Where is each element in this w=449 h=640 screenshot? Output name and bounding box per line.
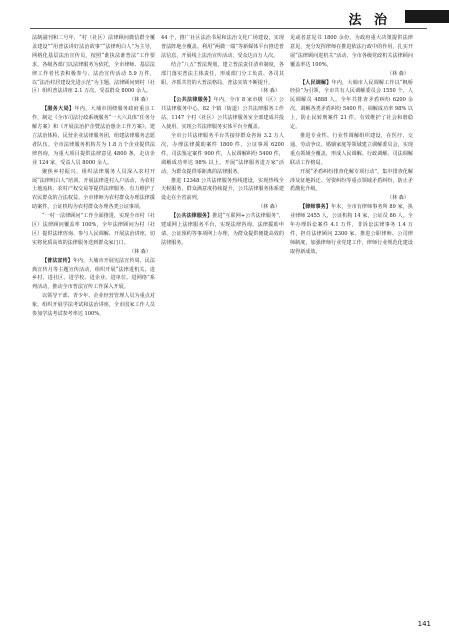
header-rule: [30, 28, 427, 29]
author-signature: （林 森）: [387, 70, 409, 77]
paragraph-text: 年末，全市有律师事务所 89 家，执业律师 2455 人，公证机构 14 家，公证员 86 人。全年办理诉讼案件 4.1 万件，非诉讼法律事务 1.4 万件，担任法律顾问 2300 家。推进公职律师、公司律师制度，加强律师行业党建工作，律师行业规范化建设取得新成效。: [290, 204, 413, 255]
section-marker: 【普法宣传】: [42, 257, 73, 264]
paragraph-text: 见或者意见书 1800 余份，为政府重大决策提供法律意见，充分发挥律师在推进依法行政中的作用，扎实开展“法律顾问进机关”活动，全市各级党政机关法律顾问覆盖率达 100%。: [290, 35, 413, 68]
paragraph-text: 全市公共法律服务平台共接待群众咨询 3.2 万人次，办理法律援助案件 1800 件，公证事项 6200 件，司法鉴定案件 900 件，人民调解纠纷 5400 件，调解成功率达 98% 以上。开展“法律服务进万家”活动，为群众提供零距离的法律服务。: [161, 132, 284, 175]
paragraph: [161, 212, 284, 248]
text-column-2: [161, 34, 284, 609]
author-signature: （林 森）: [258, 204, 280, 211]
paragraph: [290, 203, 413, 256]
section-marker: 【律师事务】: [300, 204, 331, 211]
section-title: 法 治: [348, 13, 391, 28]
paragraph-text: 年内，大埔市围绕服务政府重点工作，制定《全市司法行政系统服务“一大六具体”任务分解方案》和《开展法治护企暨法治惠企工作方案》，建立法治体检、民营企业法律服务团，组建法律服务志愿者队伍。全市法律服务机构共为 1.8 万个企业提供法律咨询，为重大项目提供法律意见 4800 条，走访企业 124 家，受益人员 8000 余人。: [32, 106, 155, 166]
header-decor-bar: [405, 10, 449, 23]
section-marker: 【人民调解】: [300, 79, 332, 86]
paragraph: [290, 34, 413, 70]
paragraph-text: 开展“矛盾纠纷排查化解专项行动”，集中排查化解涉及征地拆迁、劳资纠纷等重点领域矛盾纠纷，防止矛盾激化升级。: [290, 168, 413, 193]
paragraph: [32, 212, 155, 248]
paragraph-text: 法制副刊和二号年，“村（社区）法律顾问微信群全覆盖建设”“用普法讲好法治故事”“法律明白人”为主导，网格化基层法治宣传员，按照“谁执法谁普法”工作要求，各级各部门以法律服务为依托，全市律师、基层法律工作者代表积极参与、法治宣传活动 5.9 万件，以“法治村居建设先进示范”为主题，法律顾问到村（社区）组织普法讲座 2.1 万次，受益群众 8000 余人。: [32, 35, 155, 95]
paragraph: [32, 292, 155, 319]
paragraph-text: 年内，大埔市开展宪法宣传周、民法典宣传月等主题宣传活动，组织开展“法律进机关、进乡村、进社区、进学校、进企业、进单位、进网络”系列活动，推动全市普法宣传工作深入开展。: [32, 257, 155, 291]
paragraph: [32, 34, 155, 96]
section-marker: 【公共法律服务】: [171, 97, 214, 104]
paragraph: [32, 168, 155, 213]
page-number: 141: [417, 620, 431, 628]
paragraph-text: 推进“互联网+公共法律服务”，建成网上法律服务平台，实现法律咨询、法律援助申请、公证预约等事项网上办理，为群众提供便捷高效的法律服务。: [161, 213, 284, 246]
paragraph: [32, 105, 155, 167]
text-column-3: [290, 34, 413, 609]
paragraph: [161, 61, 284, 88]
paragraph: [161, 96, 284, 132]
paragraph-text: “一村一法律顾问”工作全面推进，实现全市村（社区）法律顾问覆盖率 100%，全年法律顾问为村（社区）提供法律咨询、参与人民调解、开展法治讲座，切实将优质高效的法律服务送到群众家门口。: [32, 213, 155, 246]
paragraph-text: 年内，全市 8 家市级（区）公共法律服务中心、82 个镇（街道）公共法律服务工作站、1147 个村（社区）公共法律服务室全部建成并投入使用，实现公共法律服务实体平台全覆盖。: [161, 97, 284, 131]
section-marker: 【公共法律服务】: [171, 213, 213, 220]
section-marker: 【服务大局】: [42, 106, 75, 113]
paragraph-text: 44 个，推广社区法治书屋和法治文化广场建设，实现普法阵地全覆盖。利用“两微一端”等新媒体平台推送普法信息，开展线上法治宣传活动，受众达百万人次。: [161, 35, 284, 59]
paragraph-text: 推进专业性、行业性调解组织建设，在医疗、交通、劳动争议、婚姻家庭等领域建立调解委员会，实现重点领域全覆盖，形成人民调解、行政调解、司法调解联动工作格局。: [290, 132, 413, 166]
paragraph-text: 结合“八五”普法规划，建立普法责任清单制度，各部门落实普法主体责任，形成部门分工负责、各司其职、齐抓共管的大普法格局，普法实效不断提升。: [161, 61, 284, 86]
paragraph-text: 年内，大埔市人民调解工作以“枫桥经验”为引领，全市共有人民调解委员会 1550 个，人民调解员 4888 人。全年共排查矛盾纠纷 6200 余次，调解各类矛盾纠纷 5400 件，调解成功率 98% 以上，防止民转刑案件 21 件，有效维护了社会和谐稳定。: [290, 79, 413, 131]
paragraph: [290, 168, 413, 195]
paragraph: [290, 132, 413, 168]
paragraph: [161, 34, 284, 61]
paragraph: [161, 177, 284, 204]
paragraph: [161, 132, 284, 177]
author-signature: （林 森）: [129, 248, 151, 255]
author-signature: （林 森）: [387, 195, 409, 202]
author-signature: （林 森）: [129, 97, 151, 104]
page-header: [0, 0, 449, 30]
paragraph-text: 以领导干部、青少年、企业经营管理人员为重点对象，组织开展学法考试和法治讲座，全市国家工作人员参加学法考试参考率达 100%。: [32, 293, 155, 318]
paragraph-text: 聚焦乡村振兴，组织法律服务人员深入农村开展“法律明白人”培训，开展法律进村入户活动，为农村土地流转、农村产权交易等提供法律服务，有力维护了农民群众的合法权益。全市律师为农村群众办理法律援助案件，公证机构为农村群众办理各类公证事项。: [32, 168, 155, 211]
paragraph: [32, 257, 155, 293]
text-column-1: [32, 34, 155, 609]
paragraph: [290, 79, 413, 132]
paragraph-text: 推进 12348 公共法律服务热线建设，实现热线全天候服务，群众满意度持续提升，公共法律服务体系建设走在全省前列。: [161, 177, 284, 202]
author-signature: （林 森）: [258, 88, 280, 95]
